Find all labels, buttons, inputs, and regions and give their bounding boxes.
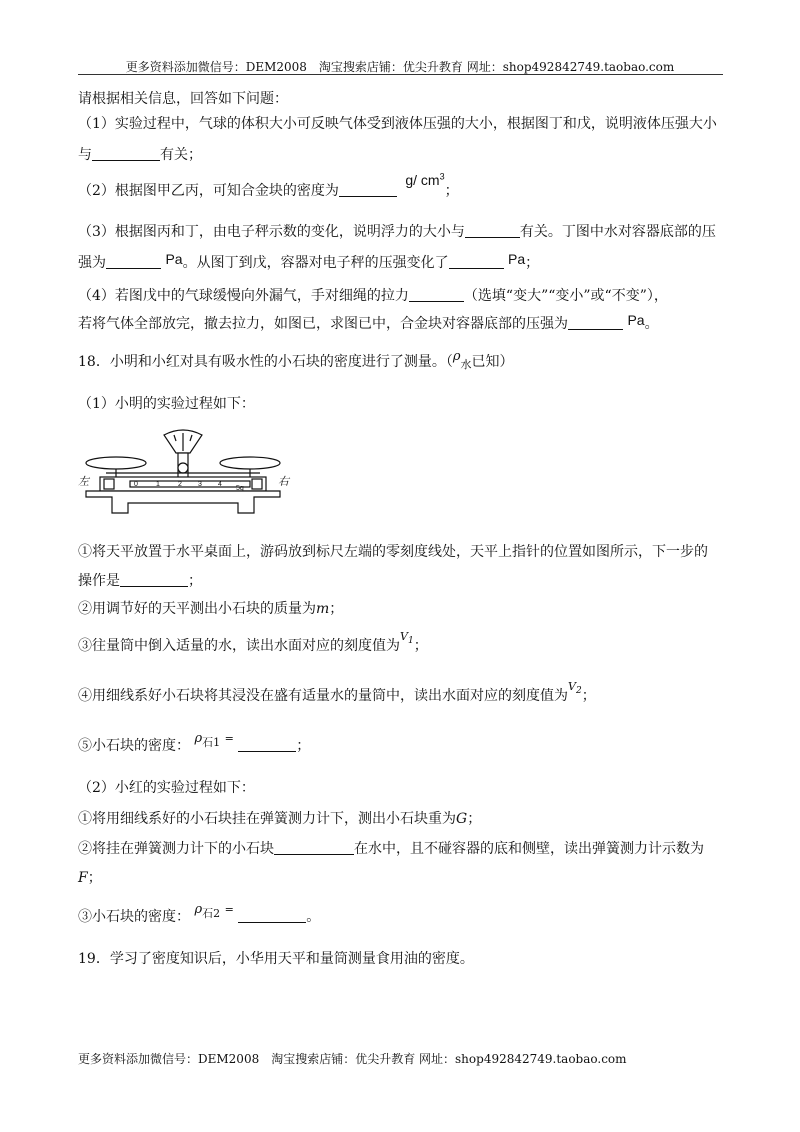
var: V <box>568 680 576 693</box>
answer-blank[interactable] <box>465 223 520 238</box>
var-g: G <box>456 811 468 827</box>
page-header: 更多资料添加微信号：DEM2008 淘宝搜索店铺：优尖升教育 网址：shop492842749.taobao.com <box>125 60 675 74</box>
text: ； <box>188 573 202 589</box>
q17-part3-cont <box>78 252 539 272</box>
var: V <box>400 630 408 643</box>
text: 有关； <box>160 147 202 163</box>
text: 在水中，且不碰容器的底和侧壁，读出弹簧测力计示数为 <box>354 841 704 857</box>
text: ； <box>296 738 311 754</box>
text: ⑤小石块的密度： <box>78 738 190 754</box>
q18-step2 <box>78 598 343 618</box>
q17-part1: （1）实验过程中，气球的体积大小可反映气体受到液体压强的大小，根据图丁和戊，说明液体压强大小 <box>78 116 717 132</box>
q18-part1-title: （1）小明的实验过程如下： <box>78 396 255 412</box>
text: （选填“变大”“变小”或“不变”）， <box>463 288 668 304</box>
answer-blank[interactable] <box>106 254 161 269</box>
answer-blank[interactable] <box>568 315 623 330</box>
header-divider <box>78 74 723 75</box>
tick-label: 4 <box>218 481 222 488</box>
unit-pa: Pa <box>165 251 183 267</box>
answer-blank[interactable] <box>449 254 504 269</box>
var-v1 <box>400 630 414 647</box>
text: （3）根据图丙和丁，由电子秤示数的变化，说明浮力的大小与 <box>78 224 465 240</box>
text: 18．小明和小红对具有吸水性的小石块的密度进行了测量。（ <box>78 354 453 370</box>
q18-step3 <box>78 630 428 656</box>
unit: g/ cm <box>405 172 440 188</box>
unit-pa: Pa <box>627 312 645 328</box>
answer-blank[interactable] <box>409 287 464 302</box>
unit-pa: Pa <box>508 251 526 267</box>
text: ； <box>413 638 428 654</box>
q18-step1-cont <box>78 570 202 590</box>
var-sub: 2 <box>575 686 582 697</box>
text: ； <box>444 183 459 199</box>
text: ②将挂在弹簧测力计下的小石块 <box>78 841 274 857</box>
left-pan <box>86 457 146 469</box>
right-label: 右 <box>278 475 289 488</box>
q18-p2-step2-cont <box>78 867 102 887</box>
unit-g-cm3 <box>405 172 444 188</box>
text: 强为 <box>78 255 106 271</box>
text: ； <box>467 811 482 827</box>
line-intro: 请根据相关信息，回答如下问题： <box>78 91 288 107</box>
text: （2）根据图甲乙丙，可知合金块的密度为 <box>78 183 339 199</box>
text: ①将用细线系好的小石块挂在弹簧测力计下，测出小石块重为 <box>78 811 456 827</box>
rho-stone2 <box>194 901 234 920</box>
text: ③往量筒中倒入适量的水，读出水面对应的刻度值为 <box>78 638 400 654</box>
answer-blank[interactable] <box>120 572 188 587</box>
text: ②用调节好的天平测出小石块的质量为 <box>78 601 316 617</box>
var-sub: 1 <box>407 636 414 647</box>
q18-stem <box>78 351 513 374</box>
left-label: 左 <box>78 475 89 488</box>
answer-blank[interactable] <box>274 840 354 855</box>
page-footer: 更多资料添加微信号：DEM2008 淘宝搜索店铺：优尖升教育 网址：shop492842749.taobao.com <box>78 1052 627 1066</box>
q18-p2-step3 <box>78 902 321 929</box>
q17-part4-cont <box>78 313 659 333</box>
tick-label: 1 <box>156 481 160 488</box>
text: ； <box>581 688 596 704</box>
text: ； <box>87 870 102 886</box>
text: （4）若图戊中的气球缓慢向外漏气，手对细绳的拉力 <box>78 288 409 304</box>
tick-label: 2 <box>178 481 182 488</box>
text: 。 <box>306 909 321 925</box>
answer-blank[interactable] <box>92 146 160 161</box>
right-pan <box>220 457 280 469</box>
text: ； <box>525 255 540 271</box>
q17-part3 <box>78 221 716 241</box>
answer-blank[interactable] <box>339 182 397 197</box>
text: ③小石块的密度： <box>78 909 190 925</box>
q18-step4 <box>78 680 596 706</box>
unit-sup: 3 <box>439 171 445 182</box>
text: 。 <box>644 316 659 332</box>
var-f: F <box>78 870 88 886</box>
tick-label: 0 <box>134 481 138 488</box>
text: 已知） <box>471 354 514 370</box>
rho-stone1 <box>194 730 234 749</box>
equals: = <box>224 903 234 916</box>
q17-part4 <box>78 285 668 305</box>
rho-sub: 石2 <box>202 906 221 920</box>
text: ； <box>329 601 344 617</box>
q18-p2-step1 <box>78 808 481 828</box>
q19-stem: 19．学习了密度知识后，小华用天平和量筒测量食用油的密度。 <box>78 951 474 967</box>
text: 与 <box>78 147 92 163</box>
rho-subscript: 水 <box>460 357 472 371</box>
tick-label: 3 <box>198 481 202 488</box>
text: 。从图丁到戊，容器对电子秤的压强变化了 <box>182 255 449 271</box>
base <box>86 491 280 513</box>
rho-symbol: ρ <box>452 349 461 364</box>
equals: = <box>224 732 234 745</box>
var-m: m <box>316 601 330 617</box>
answer-blank[interactable] <box>238 908 306 923</box>
q18-p2-step2 <box>78 838 704 858</box>
balance-figure <box>78 425 298 525</box>
rho: ρ <box>194 731 203 746</box>
tick-label: 5g <box>236 485 244 492</box>
q18-step1: ①将天平放置于水平桌面上，游码放到标尺左端的零刻度线处，天平上指针的位置如图所示，下一步的 <box>78 544 708 560</box>
q18-part2-title: （2）小红的实验过程如下： <box>78 780 255 796</box>
text: 有关。丁图中水对容器底部的压 <box>519 224 716 240</box>
rho-sub: 石1 <box>202 735 221 749</box>
text: 若将气体全部放完，撤去拉力，如图已，求图已中，合金块对容器底部的压强为 <box>78 316 568 332</box>
text: 操作是 <box>78 573 120 589</box>
rho: ρ <box>194 902 203 917</box>
q18-step5 <box>78 731 311 758</box>
q17-part1-cont <box>78 144 202 164</box>
var-v2 <box>568 680 582 697</box>
answer-blank[interactable] <box>238 737 296 752</box>
text: ④用细线系好小石块将其浸没在盛有适量水的量筒中，读出水面对应的刻度值为 <box>78 688 568 704</box>
q17-part2 <box>78 171 459 200</box>
